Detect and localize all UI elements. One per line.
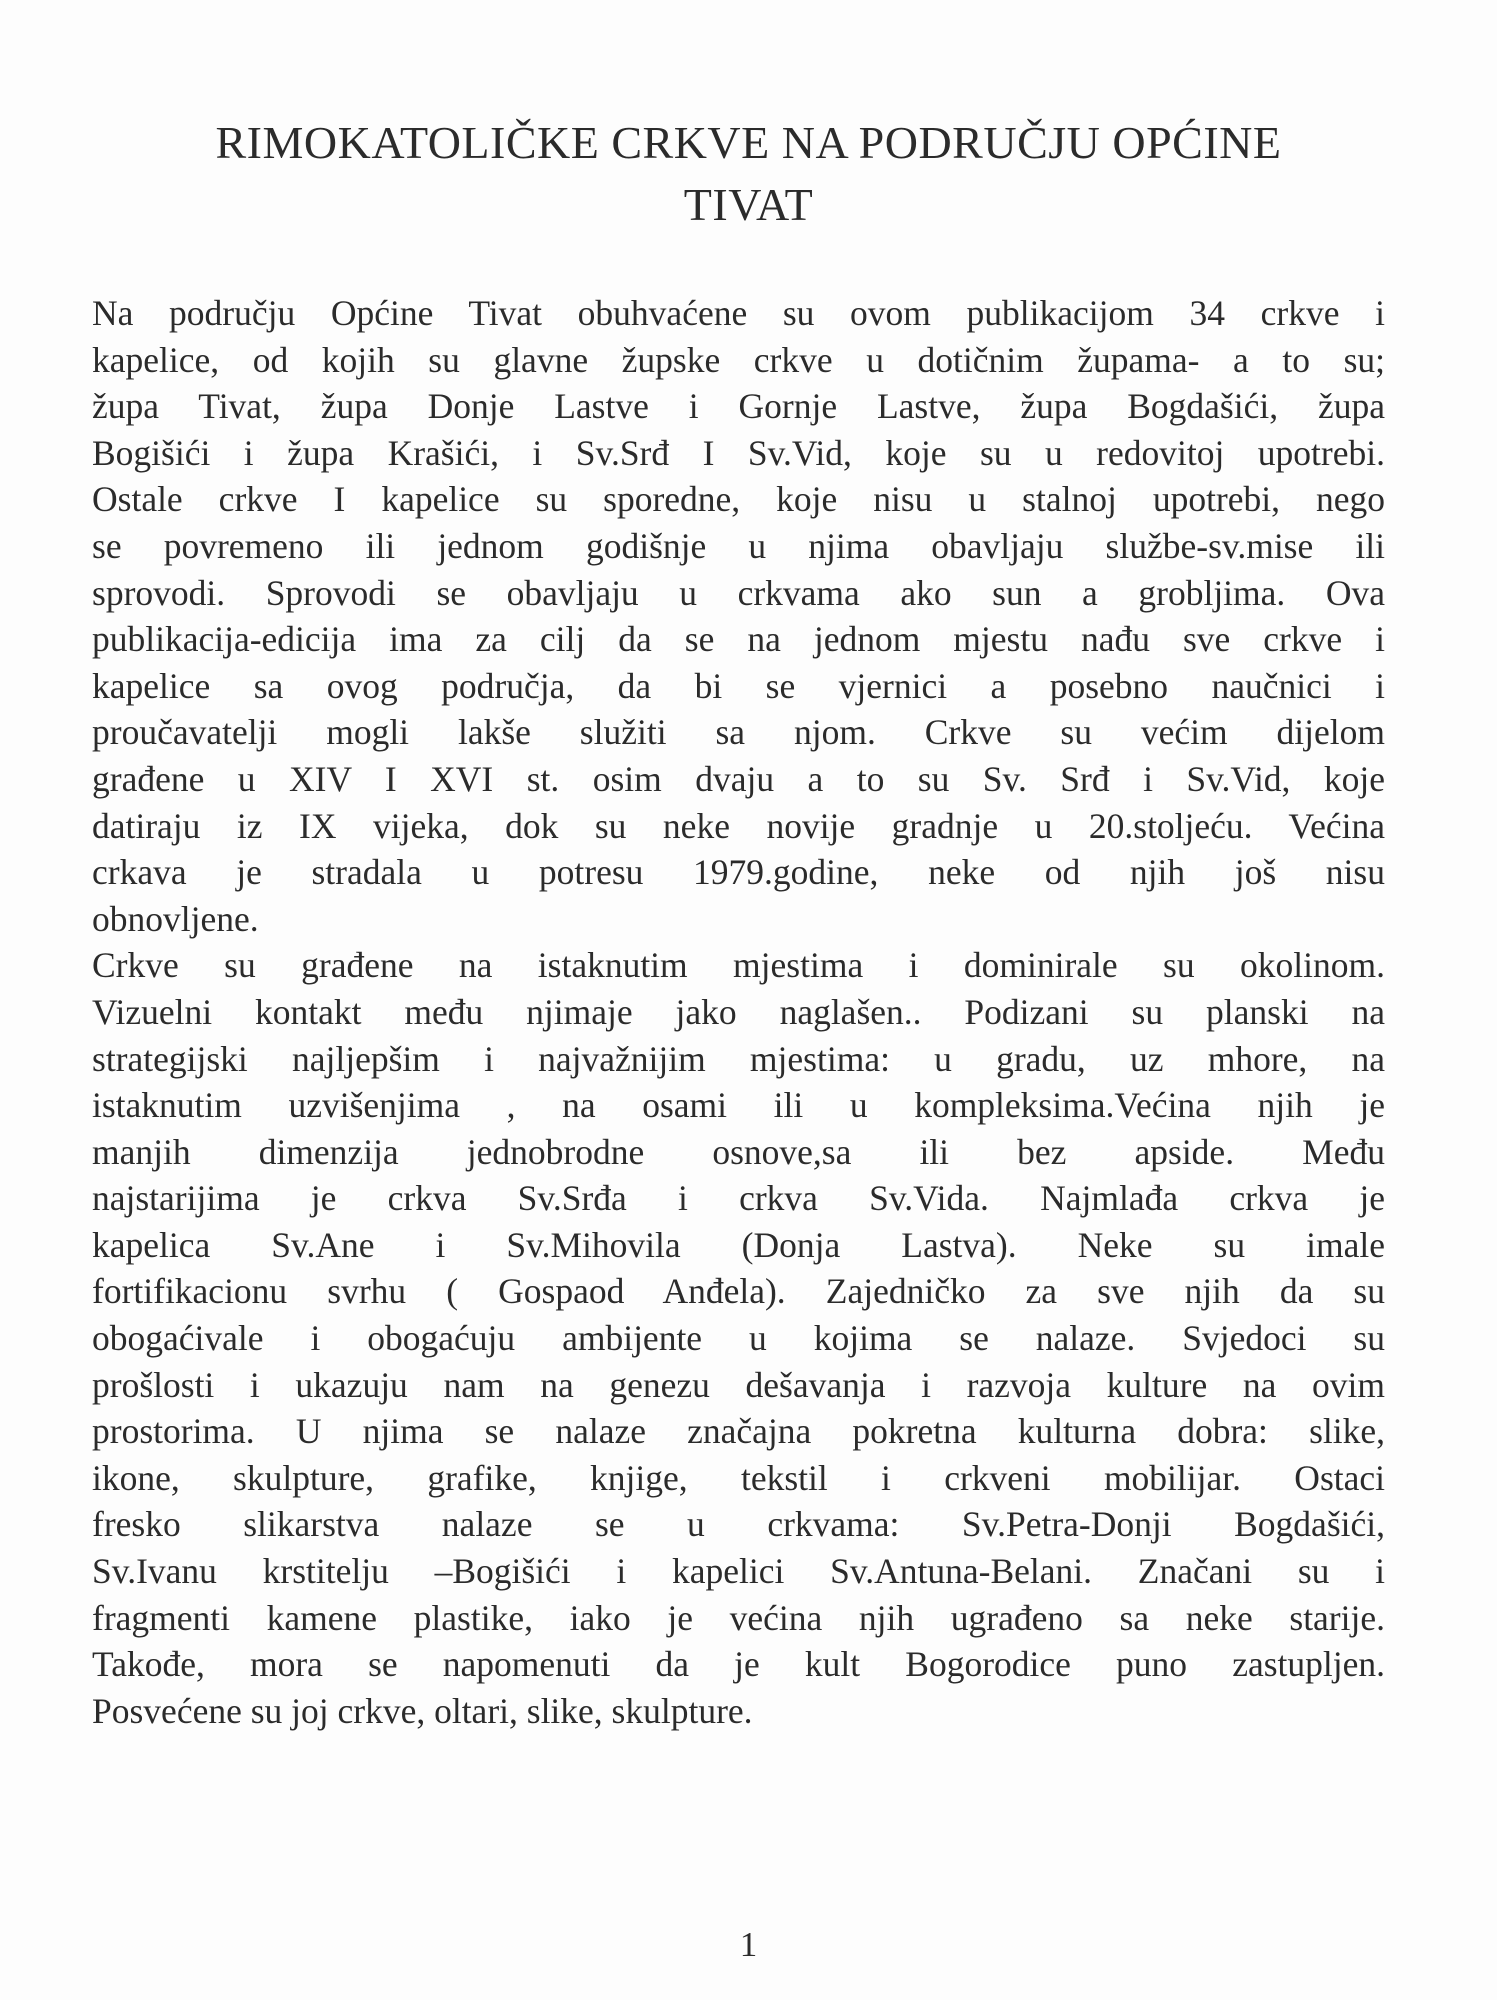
page-number: 1 bbox=[739, 1925, 758, 1964]
text-line: crkava je stradala u potresu 1979.godine, neke od njih još nisu bbox=[92, 852, 1385, 893]
text-line: istaknutim uzvišenjima , na osami ili u kompleksima.Većina njih je bbox=[92, 1085, 1385, 1126]
page-title bbox=[0, 112, 1497, 236]
text-line: Crkve su građene na istaknutim mjestima i dominirale su okolinom. bbox=[92, 945, 1385, 986]
text-line: sprovodi. Sprovodi se obavljaju u crkvama ako sun a grobljima. Ova bbox=[92, 572, 1385, 613]
paragraph-2 bbox=[92, 942, 1385, 1734]
text-line: manjih dimenzija jednobrodne osnove,sa ili bez apside. Među bbox=[92, 1131, 1385, 1172]
body-text bbox=[92, 290, 1385, 1734]
text-line: fortifikacionu svrhu ( Gospaod Anđela). Zajedničko za sve njih da su bbox=[92, 1271, 1385, 1312]
text-line: fragmenti kamene plastike, iako je većina njih ugrađeno sa neke starije. bbox=[92, 1597, 1385, 1638]
text-line: prostorima. U njima se nalaze značajna pokretna kulturna dobra: slike, bbox=[92, 1411, 1385, 1452]
paragraph-1 bbox=[92, 290, 1385, 942]
title-line-2: TIVAT bbox=[683, 179, 814, 230]
title-line-1: RIMOKATOLIČKE CRKVE NA PODRUČJU OPĆINE bbox=[215, 117, 1282, 168]
text-line: Bogišići i župa Krašići, i Sv.Srđ I Sv.Vid, koje su u redovitoj upotrebi. bbox=[92, 432, 1385, 473]
text-line: Sv.Ivanu krstitelju –Bogišići i kapelici Sv.Antuna-Belani. Značani su i bbox=[92, 1551, 1385, 1592]
text-line: kapelice, od kojih su glavne župske crkve u dotičnim župama- a to su; bbox=[92, 339, 1385, 380]
text-line: kapelica Sv.Ane i Sv.Mihovila (Donja Lastva). Neke su imale bbox=[92, 1224, 1385, 1265]
text-line: se povremeno ili jednom godišnje u njima obavljaju službe-sv.mise ili bbox=[92, 525, 1385, 566]
text-line: Na području Općine Tivat obuhvaćene su ovom publikacijom 34 crkve i bbox=[92, 293, 1385, 333]
text-line: publikacija-edicija ima za cilj da se na jednom mjestu nađu sve crkve i bbox=[92, 619, 1385, 660]
text-line: obogaćivale i obogaćuju ambijente u kojima se nalaze. Svjedoci su bbox=[92, 1318, 1385, 1359]
text-line: kapelice sa ovog područja, da bi se vjernici a posebno naučnici i bbox=[92, 665, 1385, 706]
text-line: prošlosti i ukazuju nam na genezu dešavanja i razvoja kulture na ovim bbox=[92, 1364, 1385, 1405]
text-line: građene u XIV I XVI st. osim dvaju a to su Sv. Srđ i Sv.Vid, koje bbox=[92, 758, 1385, 799]
text-line: Ostale crkve I kapelice su sporedne, koje nisu u stalnoj upotrebi, nego bbox=[92, 479, 1385, 520]
text-line: Vizuelni kontakt među njimaje jako naglašen.. Podizani su planski na bbox=[92, 991, 1385, 1032]
text-line: proučavatelji mogli lakše služiti sa njom. Crkve su većim dijelom bbox=[92, 712, 1385, 753]
text-line: Takođe, mora se napomenuti da je kult Bogorodice puno zastupljen. bbox=[92, 1644, 1385, 1685]
text-line: datiraju iz IX vijeka, dok su neke novije gradnje u 20.stoljeću. Većina bbox=[92, 805, 1385, 846]
text-line: obnovljene. bbox=[92, 898, 259, 939]
text-line: strategijski najljepšim i najvažnijim mjestima: u gradu, uz mhore, na bbox=[92, 1038, 1385, 1079]
text-line: fresko slikarstva nalaze se u crkvama: Sv.Petra-Donji Bogdašići, bbox=[92, 1504, 1385, 1545]
text-line: Posvećene su joj crkve, oltari, slike, skulpture. bbox=[92, 1690, 753, 1731]
text-line: najstarijima je crkva Sv.Srđa i crkva Sv.Vida. Najmlađa crkva je bbox=[92, 1178, 1385, 1219]
text-line: ikone, skulpture, grafike, knjige, tekstil i crkveni mobilijar. Ostaci bbox=[92, 1457, 1385, 1498]
text-line: župa Tivat, župa Donje Lastve i Gornje Lastve, župa Bogdašići, župa bbox=[92, 386, 1385, 427]
